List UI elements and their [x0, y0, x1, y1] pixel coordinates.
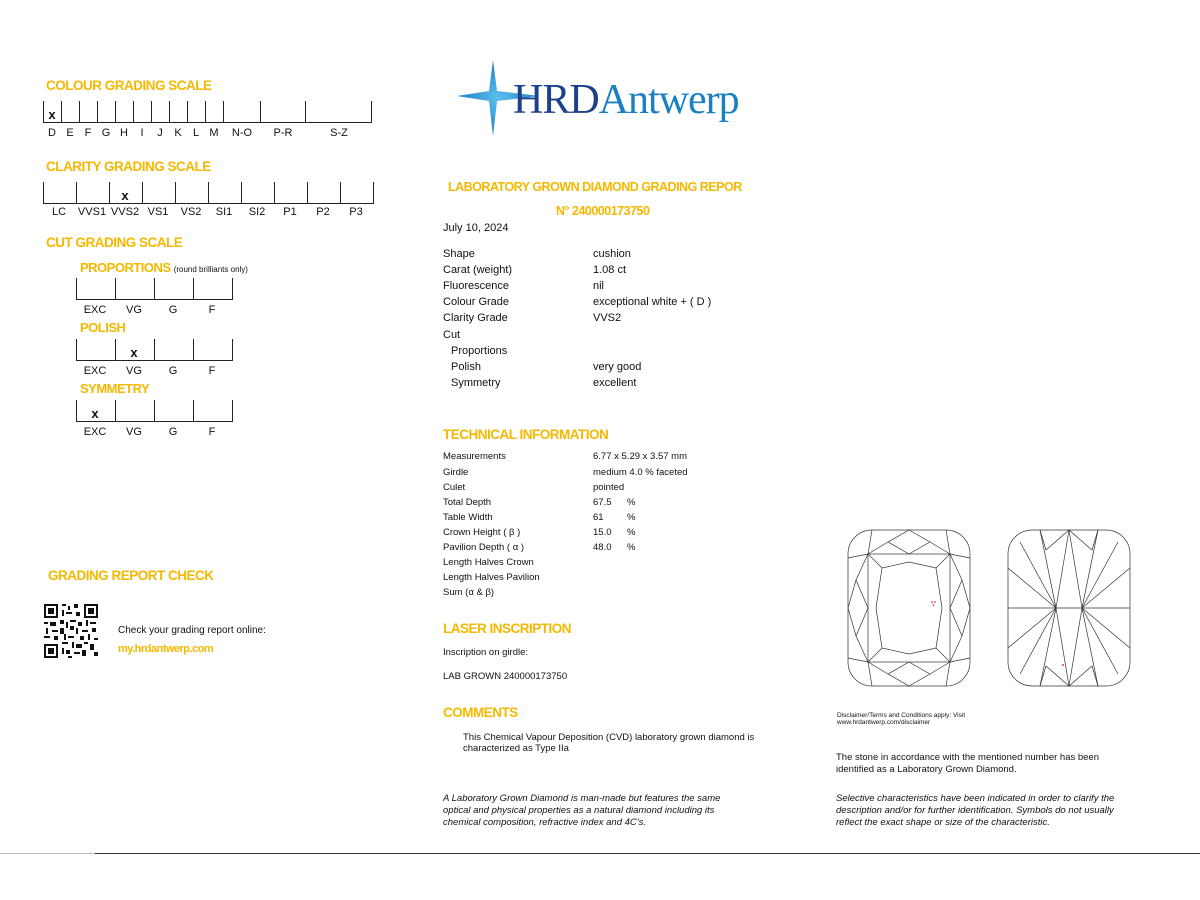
footnote-right-line-2: description and/or for further identification. Symbols do not usually [836, 805, 1114, 816]
tech-label: Measurements [443, 451, 506, 462]
scale-label: VS1 [147, 206, 169, 218]
detail-label: Shape [443, 248, 475, 260]
report-date: July 10, 2024 [443, 222, 509, 234]
scale-label: H [120, 127, 128, 139]
scale-label: F [208, 426, 216, 438]
detail-label: Proportions [451, 345, 508, 357]
scale-label: F [84, 127, 92, 139]
detail-label: Cut [443, 329, 461, 341]
scale-label: EXC [83, 304, 107, 316]
scale-label: G [168, 304, 178, 316]
pavilion-view-diagram [1006, 528, 1132, 688]
scale-label: P-R [273, 127, 293, 139]
scale-label: K [174, 127, 182, 139]
tech-label: Sum (α & β) [443, 587, 495, 598]
scale-label: LC [51, 206, 67, 218]
proportions-scale [76, 278, 233, 300]
scale-label: G [168, 426, 178, 438]
tech-value: medium 4.0 % faceted [593, 467, 688, 478]
polish-title: POLISH [80, 320, 126, 335]
scale-label: S-Z [330, 127, 348, 139]
tech-unit: % [627, 497, 636, 508]
footnote-right-line-3: reflect the exact shape or size of the characteristic. [836, 817, 1050, 828]
cut-scale-title: CUT GRADING SCALE [46, 235, 183, 250]
scale-label: EXC [83, 365, 107, 377]
polish-scale [76, 339, 233, 361]
colour-scale-title: COLOUR GRADING SCALE [46, 78, 212, 93]
identification-line-2: identified as a Laboratory Grown Diamond. [836, 763, 1017, 775]
crown-view-diagram [846, 528, 972, 688]
footnote-left [443, 793, 803, 829]
footnote-left-line-3: chemical composition, refractive index and 4C's. [443, 817, 646, 828]
laser-title: LASER INSCRIPTION [443, 621, 572, 636]
scale-label: P1 [283, 206, 297, 218]
scale-label: G [101, 127, 111, 139]
proportions-title-text: PROPORTIONS [80, 260, 171, 275]
clarity-scale [43, 182, 374, 204]
comments-line-1: This Chemical Vapour Deposition (CVD) laboratory grown diamond is [463, 732, 755, 743]
report-number: N° 240000173750 [556, 204, 650, 218]
detail-value: very good [593, 361, 642, 373]
tech-unit: % [627, 512, 636, 523]
tech-label: Total Depth [443, 497, 492, 508]
scale-label: VG [126, 426, 142, 438]
scale-label: E [66, 127, 74, 139]
scale-label: VVS1 [77, 206, 107, 218]
footnote-right [836, 793, 1166, 829]
tech-label: Culet [443, 482, 466, 493]
tech-value: 61 [593, 512, 604, 523]
comments-title: COMMENTS [443, 705, 518, 720]
technical-title: TECHNICAL INFORMATION [443, 427, 609, 442]
footnote-right-line-1: Selective characteristics have been indicated in order to clarify the [836, 793, 1115, 804]
laser-label: Inscription on girdle: [443, 647, 529, 658]
detail-label: Symmetry [451, 377, 501, 389]
tech-label: Girdle [443, 467, 469, 478]
scale-label: VG [126, 365, 142, 377]
tech-label: Crown Height ( β ) [443, 527, 521, 538]
tech-unit: % [627, 527, 636, 538]
scale-label: N-O [231, 127, 253, 139]
scale-label: EXC [83, 426, 107, 438]
tech-label: Length Halves Pavilion [443, 572, 540, 583]
report-title: LABORATORY GROWN DIAMOND GRADING REPOR [448, 180, 742, 194]
colour-scale-mark: x [48, 107, 56, 122]
tech-value: 15.0 [593, 527, 612, 538]
laser-value: LAB GROWN 240000173750 [443, 671, 568, 682]
comments-line-2: characterized as Type IIa [463, 743, 569, 754]
qr-code-icon[interactable] [44, 604, 98, 658]
scale-label: L [192, 127, 200, 139]
logo-text-hrd: HRD [513, 77, 599, 123]
footer-divider-left [0, 853, 95, 854]
scale-label: F [208, 365, 216, 377]
tech-value: 67.5 [593, 497, 612, 508]
logo-text-antwerp: Antwerp [598, 77, 739, 123]
detail-label: Polish [451, 361, 481, 373]
scale-label: G [168, 365, 178, 377]
tech-value: 48.0 [593, 542, 612, 553]
report-check-text: Check your grading report online: [118, 625, 266, 636]
detail-value: excellent [593, 377, 637, 389]
disclaimer-line-1: Disclaimer/Terms and Conditions apply: Visit [837, 712, 966, 719]
hrd-antwerp-logo [455, 58, 775, 138]
detail-label: Clarity Grade [443, 312, 508, 324]
scale-label: P2 [316, 206, 330, 218]
disclaimer [837, 712, 965, 726]
tech-label: Pavilion Depth ( α ) [443, 542, 524, 553]
scale-label: I [140, 127, 144, 139]
footer-divider [95, 853, 1200, 854]
detail-label: Carat (weight) [443, 264, 513, 276]
detail-label: Fluorescence [443, 280, 510, 292]
tech-unit: % [627, 542, 636, 553]
scale-label: SI1 [215, 206, 233, 218]
report-check-link[interactable]: my.hrdantwerp.com [118, 643, 214, 655]
proportions-title [80, 260, 248, 275]
clarity-scale-title: CLARITY GRADING SCALE [46, 159, 211, 174]
identification-line-1: The stone in accordance with the mentioned number has been [836, 752, 1099, 763]
symmetry-scale [76, 400, 233, 422]
footnote-left-line-2: optical and physical properties as a natural diamond including its [443, 805, 715, 816]
footnote-left-line-1: A Laboratory Grown Diamond is man-made but features the same [443, 793, 721, 804]
proportions-note: (round brilliants only) [173, 265, 248, 274]
identification-statement [836, 752, 1099, 775]
symmetry-scale-mark: x [91, 406, 99, 421]
scale-label: VS2 [180, 206, 202, 218]
detail-value: VVS2 [593, 312, 622, 324]
scale-label: SI2 [248, 206, 266, 218]
scale-label: VG [126, 304, 142, 316]
report-check-title: GRADING REPORT CHECK [48, 568, 214, 583]
tech-value: pointed [593, 482, 625, 493]
scale-label: M [209, 127, 219, 139]
scale-label: J [157, 127, 163, 139]
detail-value: exceptional white + ( D ) [593, 296, 712, 308]
detail-value: 1.08 ct [593, 264, 627, 276]
tech-label: Table Width [443, 512, 493, 523]
scale-label: F [208, 304, 216, 316]
symmetry-title: SYMMETRY [80, 381, 150, 396]
detail-label: Colour Grade [443, 296, 510, 308]
tech-label: Length Halves Crown [443, 557, 534, 568]
detail-value: cushion [593, 248, 631, 260]
scale-label: VVS2 [110, 206, 140, 218]
tech-value: 6.77 x 5.29 x 3.57 mm [593, 451, 687, 462]
clarity-scale-mark: x [121, 188, 129, 203]
colour-scale [43, 101, 372, 123]
polish-scale-mark: x [130, 345, 138, 360]
scale-label: D [48, 127, 56, 139]
disclaimer-line-2[interactable]: www.hrdantwerp.com/disclaimer [837, 719, 931, 726]
detail-value: nil [593, 280, 605, 292]
scale-label: P3 [349, 206, 363, 218]
